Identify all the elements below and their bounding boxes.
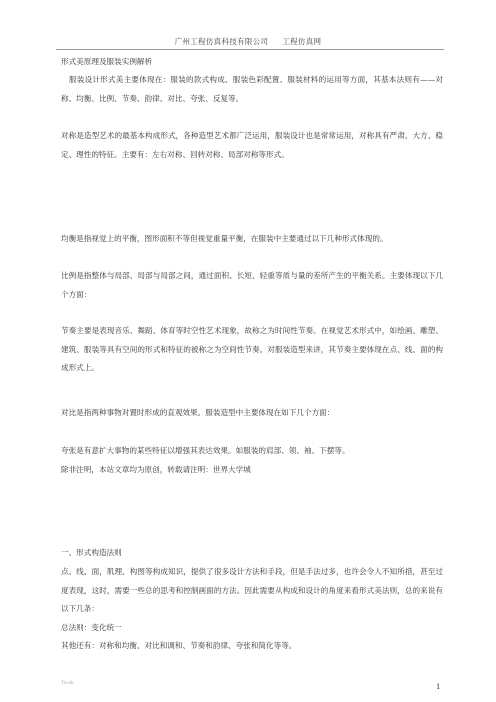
document-title: 形式美原理及服装实例解析 [61,57,153,66]
paragraph-composition: 点、线、面，肌理、构图等构成知识，提供了很多设计方法和手段，但是手法过多，也许会令人不知所措，甚至过度表现，这时，需要一些总的思考和控制画面的方法。因此需要从构成和设计的角度来看形式美法则，总的来说有以下几条： [61,567,443,613]
footer-mark: Ts:sk [61,680,74,686]
paragraph-symmetry: 对称是造型艺术的最基本构成形式，各种造型艺术都广泛运用，服装设计也是常常运用，对称具有严肃、大方、稳定、理性的特征。主要有：左右对称、回转对称、局部对称等形式。 [61,131,443,159]
paragraph-contrast: 对比是指两种事物对置时形成的直观效果。服装造型中主要体现在如下几个方面： [61,408,335,417]
page-header [0,36,496,47]
paragraph-copyright: 除非注明，本站文章均为原创，转载请注明：世界大学城 [61,465,251,474]
page-number: 1 [436,683,441,691]
paragraph-balance: 均衡是指视觉上的平衡，图形面积不等但视觉重量平衡，在服装中主要通过以下几种形式体现的。 [61,234,388,243]
section-heading: 一、形式构造法则 [61,548,122,557]
paragraph-general-rule: 总法则：变化统一 [61,623,122,632]
header-company: 广州工程仿真科技有限公司 [174,37,269,46]
paragraph-proportion: 比例是指整体与局部、局部与局部之间，通过面积、长短、轻重等质与量的差所产生的平衡关系。主要体现以下几个方面： [61,271,443,299]
paragraph-exaggeration: 夸张是有意扩大事物的某些特征以增强其表达效果。如服装的肩部、领、袖、下摆等。 [61,446,350,455]
header-site: 工程仿真网 [282,37,322,46]
header-rule [56,49,444,50]
paragraph-rhythm: 节奏主要是表现音乐、舞蹈、体育等时空性艺术现象，故称之为时间性节奏。在视觉艺术形式中，如绘画、雕塑、建筑、服装等具有空间的形式和特征的被称之为空间性节奏。对服装造型来讲，其节奏主要体现在点、线、面的构成形式上。 [61,326,443,372]
paragraph-other-rules: 其他还有：对称和均衡、对比和调和、节奏和韵律、夸张和简化等等。 [61,641,297,650]
paragraph-intro: 服装设计形式美主要体现在：服装的款式构成、服装色彩配置、服装材料的运用等方面，其基本法则有——对称、均衡、比例、节奏、韵律、对比、夸张、反复等。 [61,75,443,103]
